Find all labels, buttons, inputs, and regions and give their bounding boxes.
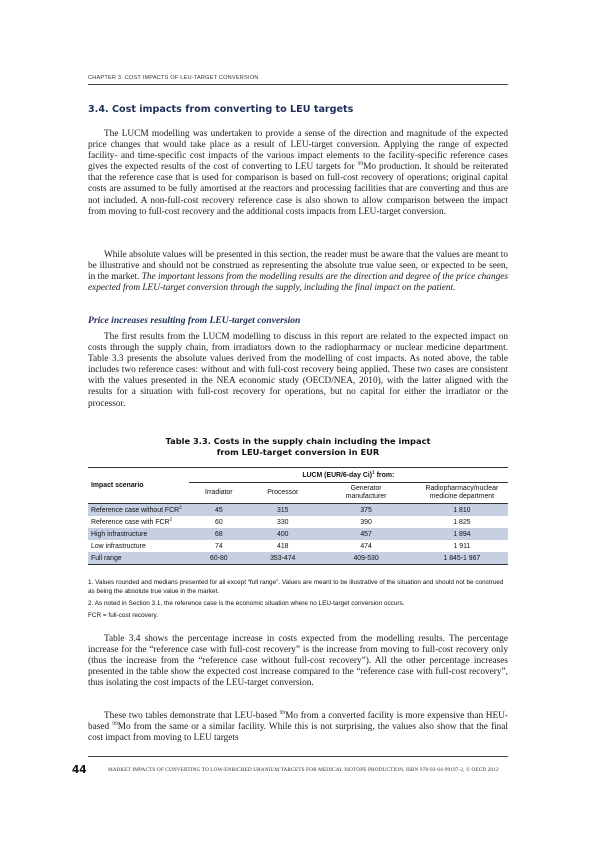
paragraph-4: Table 3.4 shows the percentage increase in costs expected from the modelling results. The percentage increase for the “reference case with full-cost recovery” is the increase from moving to full-cost recovery only (thus the increase from the “reference case without full-cost recovery”). All the other percentage increases presented in the table show the expected cost increase compared to the “reference case with full-cost recovery”, thus isolating the cost impacts of the LEU-target conversion. (88, 634, 508, 689)
paragraph-2-italic: The important lessons from the modelling results are the direction and degree of the price changes expected from LEU-target conversion through the supply, including the final impact on the patient. (88, 272, 508, 294)
row-label: Full range (88, 552, 189, 565)
cell-radiopharmacy: 1 825 (453, 518, 471, 526)
row-label: Low infrastructure (91, 542, 146, 550)
cell-radiopharmacy: 1 911 (453, 542, 471, 550)
cost-table (88, 467, 508, 565)
isotope-superscript: 99 (112, 721, 118, 727)
page-number: 44 (72, 764, 87, 776)
table-row (88, 504, 508, 517)
footer-text: MARKET IMPACTS OF CONVERTING TO LOW-ENRICHED URANIUM TARGETS FOR MEDICAL ISOTOPE PRODUCTION, ISBN 978-92-64-99197-2, © OECD 2012 (108, 767, 499, 773)
cell-generator: 390 (360, 518, 372, 526)
cell-generator: 409-530 (316, 552, 415, 565)
cell-processor: 400 (249, 528, 316, 540)
table-row (88, 540, 508, 552)
paragraph-2 (88, 250, 508, 294)
cell-generator: 375 (316, 504, 415, 517)
cell-processor: 418 (276, 542, 289, 550)
paragraph-5: These two tables demonstrate that LEU-based $^{99}$Mo from a converted facility is more expensive than HEU-based $^{99}$Mo from the same or a similar facility. While this is not surprising, the values also show that the final cost impact from moving to LEU targets (88, 709, 509, 744)
col-header-processor: Processor (267, 488, 299, 496)
table-row (88, 552, 508, 565)
sub-heading: Price increases resulting from LEU-target conversion (88, 315, 301, 326)
paragraph-1-text: The LUCM modelling was undertaken to provide a sense of the direction and magnitude of the expected price changes that would take place as a result of LEU-target conversion. Applying the range of expected facility- and time-specific cost impacts of the various impact elements to the facility-specific reference cases gives the expected results of the cost of converting to LEU targets for (88, 129, 508, 173)
col-header-generator: Generator manufacturer (345, 484, 387, 500)
cell-processor: 315 (249, 504, 316, 517)
cell-generator: 474 (360, 542, 372, 550)
table-title (100, 436, 496, 458)
isotope-superscript: 99 (357, 161, 364, 168)
paragraph-3: The first results from the LUCM modelling to discuss in this report are related to the expected impact on costs through the supply chain, from irradiators down to the radiopharmacy or nuclear medicine department. Table 3.3 presents the absolute values derived from the modelling of cost impacts. As noted above, the table includes two reference cases: without and with full-cost recovery being applied. These two cases are consistent with the values presented in the NEA economic study (OECD/NEA, 2010), with the latter aligned with the results for a situation with full-cost recovery for operations, but no capital for either the irradiator or the processor. (88, 332, 508, 409)
isotope-superscript: 99 (279, 709, 286, 716)
footer-rule (88, 756, 508, 757)
cell-radiopharmacy: 1 894 (416, 528, 508, 540)
section-heading: 3.4. Cost impacts from converting to LEU targets (88, 104, 354, 115)
row-label: Reference case with FCR$^2$ (91, 517, 173, 526)
cell-irradiator: 45 (189, 504, 249, 517)
running-head: CHAPTER 3. COST IMPACTS OF LEU-TARGET CONVERSION (88, 75, 259, 81)
cell-irradiator: 60-80 (189, 552, 249, 565)
col-header-irradiator: Irradiator (205, 488, 233, 496)
cell-radiopharmacy: 1 810 (416, 504, 508, 517)
paragraph-2-text: While absolute values will be presented in this section, the reader must be aware that the values are meant to be illustrative and should not be construed as representing the absolute true value seen, or expected to be seen, in the market. (88, 250, 508, 283)
table-note-1: 1. Values rounded and medians presented for all except “full range”. Values are meant to be illustrative of the situation and should not be construed as being the absolute true value in the market. (88, 579, 504, 595)
table-note-2: 2. As noted in Section 3.1, the reference case is the economic situation where no LEU-target conversion occurs. (88, 600, 405, 607)
row-label: High infrastructure (88, 528, 189, 540)
cell-generator: 457 (316, 528, 415, 540)
row-label: Reference case without FCR$^2$ (88, 504, 189, 517)
table-row (88, 516, 508, 528)
cell-irradiator: 74 (214, 542, 223, 550)
cell-irradiator: 60 (214, 518, 223, 526)
col-header-scenario: Impact scenario (88, 468, 189, 504)
table-title-line-2: from LEU-target conversion in EUR (216, 447, 380, 457)
table-row (88, 528, 508, 540)
cell-irradiator: 68 (189, 528, 249, 540)
header-rule (88, 84, 508, 85)
paragraph-1 (88, 129, 508, 218)
table-title-line-1: Table 3.3. Costs in the supply chain including the impact (165, 436, 431, 446)
paragraph-1-text-cont: Mo production. It should be reiterated that the reference case that is used for comparison is based on full-cost recovery of operations; original capital costs are assumed to be fully amortised at the reactors and processing facilities that are converting and thus are not included. A non-full-cost recovery reference case is also shown to allow comparison between the impact from moving to full-cost recovery and the additional costs impacts from LEU-target conversion. (88, 162, 509, 217)
table-note-fcr: FCR = full-cost recovery. (88, 612, 159, 619)
cell-radiopharmacy: 1 845-1 967 (416, 552, 508, 565)
cell-processor: 330 (276, 518, 289, 526)
cell-processor: 353-474 (249, 552, 316, 565)
col-header-radiopharmacy: Radiopharmacy/nuclear medicine department (425, 484, 499, 500)
lucm-header: LUCM (EUR/6-day Ci)$^1$ from: (189, 468, 508, 483)
